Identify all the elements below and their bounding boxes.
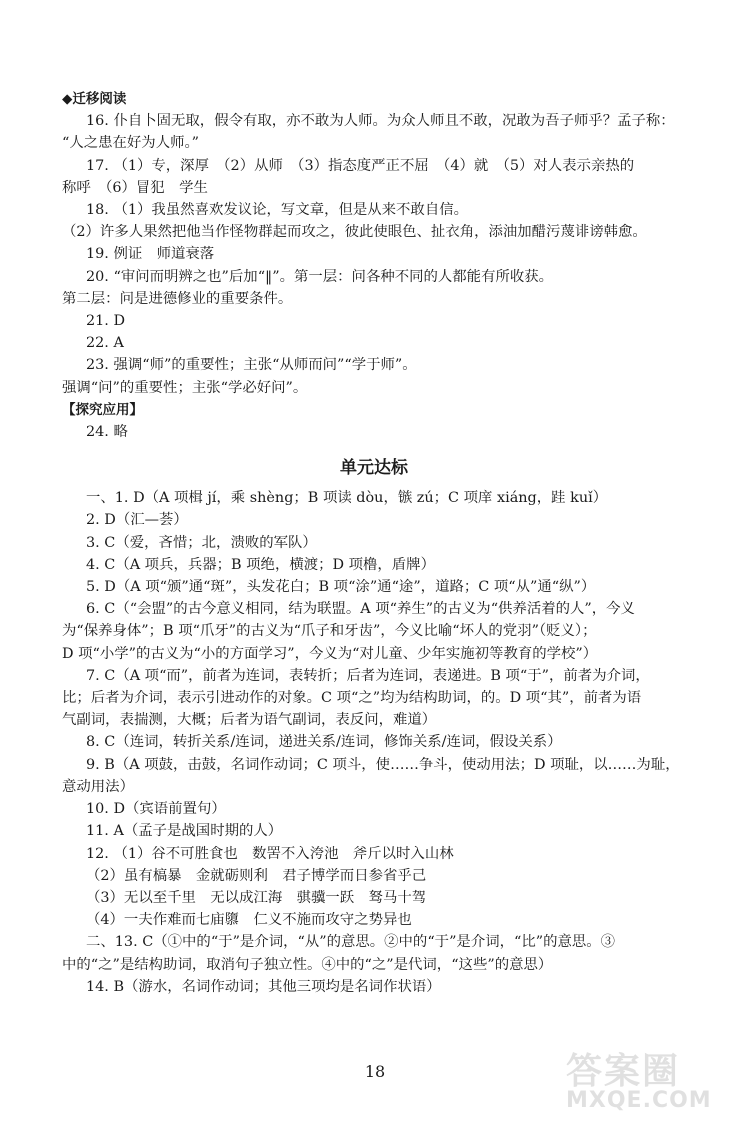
answer-line: 20. “审问而明辨之也”后加“‖”。第一层：问各种不同的人都能有所收获。 [86, 268, 554, 285]
answer-line: 17. （1）专，深厚 （2）从师 （3）指态度严正不屈 （4）就 （5）对人表示亲热的 [86, 157, 635, 174]
answer-line: 2. D（汇—荟） [86, 512, 188, 529]
answer-line: 7. C（A 项“而”，前者为连词，表转折；后者为连词，表递进。B 项“于”，前者为介词， [86, 667, 650, 684]
answer-line: 5. D（A 项“颁”通“斑”，头发花白；B 项“涂”通“途”，道路；C 项“从”通“纵”） [86, 579, 596, 596]
section-heading-inquiry-application: 【探究应用】 [62, 401, 143, 418]
answer-line: D 项“小学”的古义为“小的方面学习”，今义为“对儿童、少年实施初等教育的学校”） [62, 645, 598, 662]
answer-line: 9. B（A 项鼓，击鼓，名词作动词；C 项斗，使……争斗，使动用法；D 项耻，以……为耻， [86, 756, 680, 773]
answer-line: 22. A [86, 335, 124, 352]
page-content [62, 88, 686, 998]
answer-line: 称呼 （6）冒犯 学生 [62, 179, 208, 196]
answer-line: 比；后者为介词，表示引进动作的对象。C 项“之”均为结构助词，的。D 项“其”，前者为语 [62, 690, 642, 707]
answer-line: 意动用法） [62, 778, 134, 795]
answer-line: 8. C（连词，转折关系/连词，递进关系/连词，修饰关系/连词，假设关系） [86, 734, 562, 751]
answer-line: 12. （1）谷不可胜食也 数罟不入洿池 斧斤以时入山林 [86, 845, 454, 862]
answer-line: 24. 略 [86, 424, 128, 441]
watermark-text-cn: 答案圈 [566, 1051, 681, 1092]
answer-line: 二、13. C（①中的“于”是介词，“从”的意思。②中的“于”是介词，“比”的意思。③ [86, 934, 616, 951]
answer-line: 中的“之”是结构助词，取消句子独立性。④中的“之”是代词，“这些”的意思） [62, 956, 553, 973]
answer-line: 23. 强调“师”的重要性；主张“从师而问”“学于师”。 [86, 357, 417, 374]
answer-line: 第二层：问是进德修业的重要条件。 [62, 290, 293, 307]
answer-line: （4）一夫作难而七庙隳 仁义不施而攻守之势异也 [86, 912, 412, 929]
answer-line: 21. D [86, 313, 125, 330]
answer-line: 14. B（游水，名词作动词；其他三项均是名词作状语） [86, 978, 441, 995]
answer-line: 6. C（“会盟”的古今意义相同，结为联盟。A 项“养生”的古义为“供养活着的人”，今义 [86, 601, 635, 618]
answer-line: 强调“问”的重要性；主张“学必好问”。 [62, 379, 308, 396]
answer-line: 气副词，表揣测，大概；后者为语气副词，表反问，难道） [62, 712, 437, 729]
answer-line: 16. 仆自卜固无取，假令有取，亦不敢为人师。为众人师且不敢，况敢为吾子师乎？孟子称： [86, 113, 675, 130]
answer-line: 19. 例证 师道衰落 [86, 246, 215, 263]
answer-line: “人之患在好为人师。” [62, 135, 200, 152]
answer-line: 一、1. D（A 项楫 jí，乘 shèng；B 项读 dòu，镞 zú；C 项庠 xiáng，跬 kuǐ） [86, 490, 608, 507]
answer-line: 3. C（爱，吝惜；北，溃败的军队） [86, 534, 317, 551]
unit-title: 单元达标 [340, 458, 408, 479]
answer-line: （2）许多人果然把他当作怪物群起而攻之，彼此使眼色、扯衣角，添油加醋污蔑诽谤韩愈。 [62, 224, 647, 241]
answers-block-unit-test [62, 487, 686, 998]
answer-line: 为“保养身体”；B 项“爪牙”的古义为“爪子和牙齿”，今义比喻“坏人的党羽”（贬义）； [62, 623, 597, 640]
answers-block-reading [62, 110, 686, 399]
watermark-text-url: MXQE.COM [566, 1088, 712, 1113]
answer-line: 10. D（宾语前置句） [86, 801, 226, 818]
answers-block-inquiry [62, 421, 686, 443]
watermark-logo [566, 1043, 736, 1113]
answer-line: 11. A（孟子是战国时期的人） [86, 823, 283, 840]
answer-line: （2）虽有槁暴 金就砺则利 君子博学而日参省乎己 [86, 867, 427, 884]
answer-line: （3）无以至千里 无以成江海 骐骥一跃 驽马十驾 [86, 889, 427, 906]
page-number: 18 [364, 1062, 386, 1081]
section-heading-transfer-reading: ◆迁移阅读 [62, 91, 127, 107]
answer-line: 4. C（A 项兵，兵器；B 项绝，横渡；D 项橹，盾牌） [86, 556, 435, 573]
answer-line: 18. （1）我虽然喜欢发议论，写文章，但是从来不敢自信。 [86, 202, 468, 219]
